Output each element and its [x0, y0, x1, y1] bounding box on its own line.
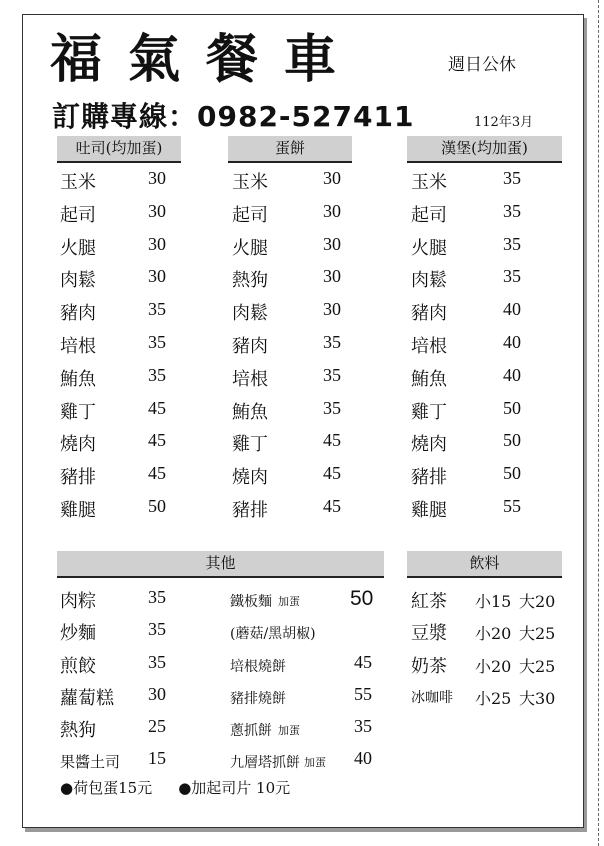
list-item	[232, 463, 362, 496]
drink-large-price: 大20	[519, 592, 556, 611]
list-item	[230, 684, 390, 716]
item-name: 起司	[232, 204, 268, 226]
item-price: 35	[148, 364, 166, 385]
item-price: 35	[323, 364, 341, 385]
item-name: 培根	[411, 335, 447, 357]
item-price: 50	[503, 463, 521, 484]
section-header-egg-pancake: 蛋餅	[228, 136, 352, 163]
item-price: 30	[148, 266, 166, 287]
drink-large-price: 大25	[519, 656, 556, 676]
item-price: 55	[503, 495, 521, 516]
item-name: 燒肉	[411, 434, 447, 456]
item-note: 加蛋	[304, 756, 326, 770]
item-name: 火腿	[232, 237, 268, 259]
drink-name: 紅茶	[411, 591, 447, 612]
item-price: 35	[503, 266, 521, 287]
list-item	[230, 587, 390, 619]
list-item	[60, 684, 210, 716]
list-item	[411, 168, 541, 201]
item-note: 加蛋	[278, 595, 300, 608]
item-price: 40	[354, 748, 372, 769]
list-item	[60, 652, 210, 684]
item-price: 45	[148, 397, 166, 418]
item-price: 15	[148, 748, 166, 769]
list-item	[411, 430, 541, 463]
menu-date: 112年3月	[474, 115, 534, 130]
item-name: 九層塔抓餅	[230, 755, 300, 772]
list-item	[411, 365, 541, 398]
drink-name: 奶茶	[411, 655, 447, 677]
add-on-fried-egg: ●荷包蛋15元	[60, 779, 153, 797]
item-price: 35	[148, 331, 166, 352]
item-name: 炒麵	[60, 623, 96, 645]
item-name: 玉米	[232, 172, 268, 193]
item-price: 50	[503, 430, 521, 451]
item-price: 30	[323, 168, 341, 188]
item-price: 45	[323, 430, 341, 451]
item-name: 雞丁	[411, 401, 447, 423]
drinks-list	[411, 587, 571, 716]
item-name: 熱狗	[60, 720, 96, 742]
list-item	[411, 398, 541, 431]
list-item	[60, 587, 210, 619]
drink-small-price: 小25	[475, 688, 512, 708]
list-item	[232, 496, 362, 529]
list-item	[232, 332, 362, 365]
item-price: 35	[354, 716, 372, 737]
item-name: 豬排	[411, 467, 447, 489]
item-price: 35	[148, 299, 166, 320]
item-name: 培根燒餅	[230, 658, 286, 675]
item-name: 起司	[411, 204, 447, 226]
section-header-burger: 漢堡(均加蛋)	[407, 136, 562, 163]
item-price: 35	[323, 331, 341, 352]
list-item	[411, 463, 541, 496]
item-price: 30	[323, 200, 341, 221]
list-item	[232, 266, 362, 299]
toast-list	[60, 168, 190, 529]
list-item	[60, 398, 190, 431]
item-price: 35	[503, 233, 521, 254]
closed-day: 週日公休	[448, 55, 516, 75]
drink-large-price: 大30	[519, 688, 556, 708]
order-hotline: 訂購專線：0982-527411	[52, 100, 415, 133]
list-item	[411, 587, 571, 619]
item-price: 45	[323, 495, 341, 516]
item-name: 火腿	[60, 237, 96, 259]
item-name: 豬肉	[232, 335, 268, 357]
item-price: 40	[503, 331, 521, 352]
shop-name: 福氣餐車	[50, 29, 363, 90]
section-header-drinks: 飲料	[407, 551, 562, 578]
item-price: 55	[354, 683, 372, 704]
item-price: 40	[503, 364, 521, 385]
add-on-notes	[60, 777, 316, 798]
list-item	[60, 463, 190, 496]
item-price: 35	[503, 200, 521, 221]
item-name: 豬排	[60, 467, 96, 489]
drink-small-price: 小20	[475, 656, 512, 676]
list-item	[60, 234, 190, 267]
list-item	[411, 299, 541, 332]
item-price: 45	[148, 463, 166, 484]
drink-small-price: 小15	[475, 592, 512, 611]
item-note: 加蛋	[278, 724, 300, 738]
item-price: 50	[503, 397, 521, 418]
others-left-list	[60, 587, 210, 781]
list-item	[60, 299, 190, 332]
drink-large-price: 大25	[519, 624, 556, 644]
list-item	[232, 398, 362, 431]
item-price: 45	[148, 430, 166, 451]
egg-pancake-list	[232, 168, 362, 529]
item-price: 25	[148, 716, 166, 737]
item-price: 30	[148, 233, 166, 254]
drink-name: 冰咖啡	[411, 689, 453, 706]
item-name: 玉米	[60, 172, 96, 193]
item-name: 豬排	[232, 499, 268, 521]
drink-small-price: 小20	[475, 624, 512, 644]
list-item	[230, 652, 390, 684]
item-price: 50	[148, 495, 166, 516]
item-name: 鐵板麵	[230, 594, 272, 610]
list-item	[411, 234, 541, 267]
item-price: 50	[350, 587, 374, 610]
item-price: 30	[323, 266, 341, 287]
item-name: 鮪魚	[232, 401, 268, 423]
item-price: 35	[503, 168, 521, 188]
item-name: 培根	[232, 368, 268, 390]
item-price: 45	[354, 651, 372, 672]
burger-list	[411, 168, 541, 529]
list-item	[411, 652, 571, 684]
item-name: 煎餃	[60, 655, 96, 677]
list-item	[60, 332, 190, 365]
item-name: 起司	[60, 204, 96, 226]
item-price: 35	[148, 587, 166, 607]
list-item	[411, 496, 541, 529]
list-item	[411, 684, 571, 716]
item-name: 鮪魚	[60, 368, 96, 390]
list-item	[60, 168, 190, 201]
item-price: 45	[323, 463, 341, 484]
section-header-toast: 吐司(均加蛋)	[57, 136, 181, 163]
item-name: 火腿	[411, 237, 447, 259]
item-name: 燒肉	[232, 467, 268, 489]
list-item	[230, 748, 390, 780]
drink-name: 豆漿	[411, 623, 447, 645]
item-name: 豬肉	[60, 303, 96, 325]
item-price: 30	[323, 299, 341, 320]
item-name: 燒肉	[60, 434, 96, 456]
item-name: 雞丁	[60, 401, 96, 423]
list-item	[232, 168, 362, 201]
item-name: 雞丁	[232, 434, 268, 456]
item-name: 培根	[60, 335, 96, 357]
list-item	[232, 299, 362, 332]
item-name: 鮪魚	[411, 368, 447, 390]
list-item	[232, 430, 362, 463]
list-item	[60, 619, 210, 651]
item-name: 熱狗	[232, 270, 268, 292]
list-item	[411, 266, 541, 299]
item-price: 35	[148, 619, 166, 640]
item-price: 35	[323, 397, 341, 418]
list-item	[232, 201, 362, 234]
item-name: 肉鬆	[411, 270, 447, 292]
item-name: 雞腿	[411, 499, 447, 521]
item-name: 肉鬆	[60, 270, 96, 292]
item-price: 40	[503, 299, 521, 320]
list-item	[60, 430, 190, 463]
list-item	[232, 365, 362, 398]
list-item	[60, 201, 190, 234]
item-price: 30	[148, 683, 166, 704]
item-price: 30	[148, 200, 166, 221]
list-item	[230, 619, 390, 651]
add-on-cheese-slice: ●加起司片 10元	[178, 779, 291, 797]
item-name: 雞腿	[60, 499, 96, 521]
item-name: 果醬土司	[60, 753, 121, 772]
cut-line	[598, 0, 599, 846]
list-item	[232, 234, 362, 267]
others-right-list	[230, 587, 390, 781]
list-item	[60, 365, 190, 398]
item-name: 蔥抓餅	[230, 723, 272, 740]
list-item	[60, 748, 210, 780]
item-name: (蘑菇/黑胡椒)	[230, 626, 316, 643]
item-price: 30	[323, 233, 341, 254]
list-item	[60, 716, 210, 748]
list-item	[230, 716, 390, 748]
item-name: 豬肉	[411, 303, 447, 325]
item-name: 豬排燒餅	[230, 690, 286, 707]
list-item	[411, 332, 541, 365]
list-item	[411, 201, 541, 234]
item-price: 30	[148, 168, 166, 188]
section-header-others: 其他	[57, 551, 384, 578]
item-name: 玉米	[411, 172, 447, 193]
item-name: 肉粽	[60, 591, 96, 612]
item-price: 35	[148, 651, 166, 672]
item-name: 蘿蔔糕	[60, 687, 114, 709]
item-name: 肉鬆	[232, 303, 268, 325]
list-item	[411, 619, 571, 651]
list-item	[60, 496, 190, 529]
list-item	[60, 266, 190, 299]
